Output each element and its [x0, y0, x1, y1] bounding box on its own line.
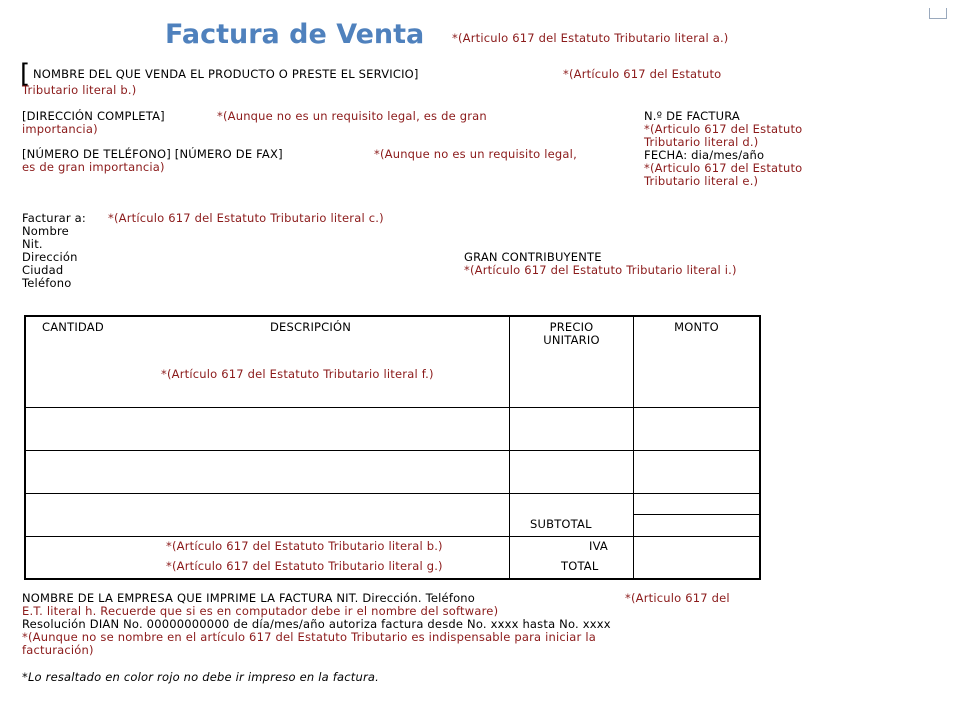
invoice-date-note-cont: Tributario literal e.)	[644, 174, 759, 188]
title-note: *(Articulo 617 del Estatuto Tributario literal a.)	[452, 31, 729, 45]
header-unit-price-cont: UNITARIO	[543, 333, 600, 347]
disclaimer: *Lo resaltado en color rojo no debe ir impreso en la factura.	[22, 670, 379, 684]
header-quantity: CANTIDAD	[42, 320, 104, 334]
bill-to-field-address: Dirección	[22, 250, 78, 264]
total-note: *(Artículo 617 del Estatuto Tributario literal g.)	[166, 559, 443, 573]
header-amount: MONTO	[674, 320, 719, 334]
bill-to-field-nit: Nit.	[22, 237, 43, 251]
seller-address-note: *(Aunque no es un requisito legal, es de gran	[217, 109, 487, 123]
iva-note: *(Artículo 617 del Estatuto Tributario literal b.)	[166, 539, 443, 553]
taxpayer-note: *(Artículo 617 del Estatuto Tributario literal i.)	[464, 263, 737, 277]
seller-phone-note: *(Aunque no es un requisito legal,	[374, 147, 577, 161]
header-unit-price: PRECIO	[549, 320, 594, 334]
invoice-number-label: N.º DE FACTURA	[644, 109, 740, 123]
page-title: Factura de Venta	[165, 19, 425, 50]
bill-to-field-city: Ciudad	[22, 263, 64, 277]
taxpayer-label: GRAN CONTRIBUYENTE	[464, 250, 602, 264]
row-divider-2	[26, 450, 759, 451]
seller-phone-note-cont: es de gran importancia)	[22, 160, 165, 174]
resolution-note: *(Aunque no se nombre en el artículo 617 del Estatuto Tributario es indispensable para iniciar la	[22, 630, 596, 644]
iva-label: IVA	[589, 539, 608, 553]
invoice-date-label: FECHA: dia/mes/año	[644, 148, 765, 162]
bill-to-note: *(Artículo 617 del Estatuto Tributario literal c.)	[108, 211, 384, 225]
printer-note: *(Articulo 617 del	[625, 591, 730, 605]
header-description: DESCRIPCIÓN	[270, 320, 352, 334]
row-divider-1	[26, 407, 759, 408]
invoice-number-note: *(Articulo 617 del Estatuto	[644, 122, 803, 136]
dian-resolution: Resolución DIAN No. 00000000000 de día/mes/año autoriza factura desde No. xxxx hasta No. xxxx	[22, 617, 611, 631]
resolution-note-cont: facturación)	[22, 643, 94, 657]
row-divider-3	[26, 493, 759, 494]
window-corner-icon	[929, 8, 947, 19]
bill-to-label: Facturar a:	[22, 211, 87, 225]
seller-address-placeholder: [DIRECCIÓN COMPLETA]	[22, 109, 165, 123]
seller-address-note-cont: importancia)	[22, 122, 98, 136]
row-divider-subtotal	[634, 514, 759, 515]
col-divider-price	[509, 317, 510, 578]
bill-to-field-phone: Teléfono	[22, 276, 72, 290]
seller-name-note: *(Artículo 617 del Estatuto	[563, 67, 722, 81]
printer-info: NOMBRE DE LA EMPRESA QUE IMPRIME LA FACTURA NIT. Dirección. Teléfono	[22, 591, 476, 605]
total-label: TOTAL	[561, 559, 599, 573]
row-divider-iva	[26, 536, 759, 537]
bill-to-field-name: Nombre	[22, 224, 69, 238]
seller-bracket: [	[20, 59, 31, 89]
printer-note-cont: E.T. literal h. Recuerde que si es en computador debe ir el nombre del software)	[22, 604, 499, 618]
invoice-items-table	[24, 315, 761, 580]
seller-phone-placeholder: [NÚMERO DE TELÉFONO] [NÚMERO DE FAX]	[22, 147, 283, 161]
invoice-date-note: *(Articulo 617 del Estatuto	[644, 161, 803, 175]
description-note: *(Artículo 617 del Estatuto Tributario literal f.)	[161, 367, 434, 381]
col-divider-amount	[633, 317, 634, 578]
invoice-number-note-cont: Tributario literal d.)	[644, 135, 759, 149]
seller-name-placeholder: NOMBRE DEL QUE VENDA EL PRODUCTO O PRESTE EL SERVICIO]	[33, 67, 419, 81]
subtotal-label: SUBTOTAL	[530, 517, 592, 531]
seller-name-note-cont: Tributario literal b.)	[22, 83, 137, 97]
